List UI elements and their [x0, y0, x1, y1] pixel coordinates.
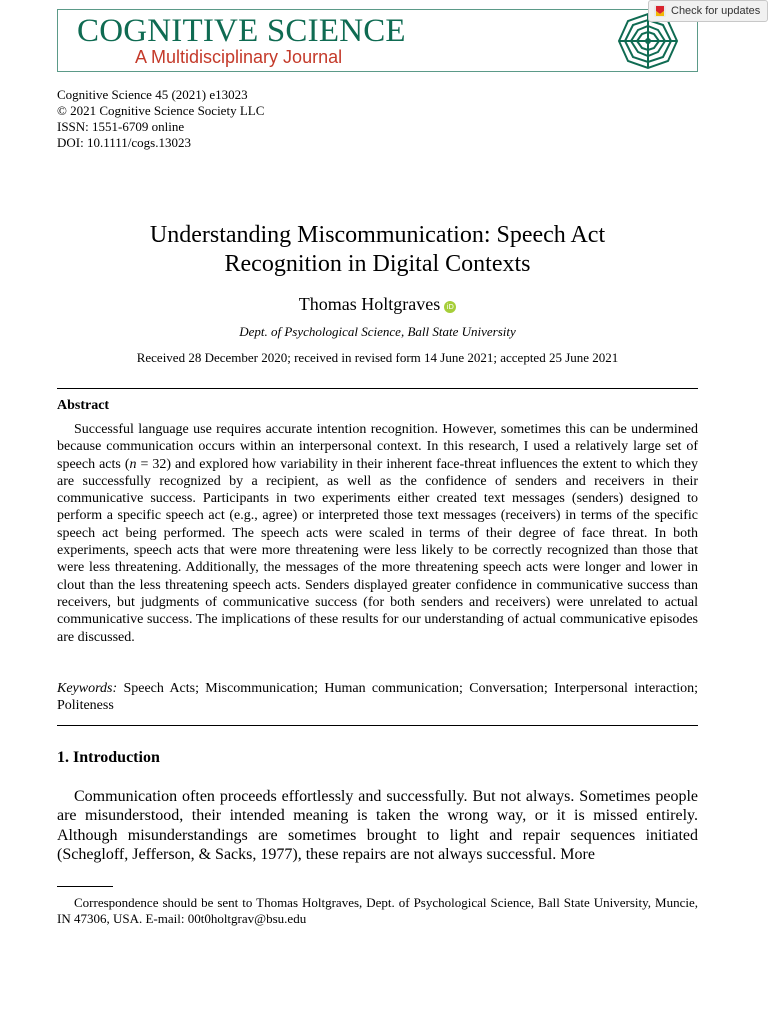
- check-for-updates-button[interactable]: [648, 0, 768, 22]
- intro-paragraph: Communication often proceeds effortlessly and successfully. But not always. Sometimes people are misunderstood, their intended meaning is taken the wrong way, or it is missed entirely. Although misunderstandings are sometimes brought to light and repair sequences initiated (Schegloff, Jefferson, & Sacks, 1977), these repairs are not always successful. More: [57, 788, 698, 863]
- issn: ISSN: 1551-6709 online: [57, 119, 185, 134]
- affiliation: Dept. of Psychological Science, Ball State University: [239, 324, 516, 339]
- check-for-updates-label: Check for updates: [671, 5, 761, 17]
- abstract-heading: Abstract: [57, 398, 110, 413]
- orcid-icon[interactable]: iD: [444, 301, 456, 313]
- journal-name: COGNITIVE SCIENCE: [77, 13, 406, 49]
- abstract-text-part-1: Successful language use requires accurate intention recognition. However, sometimes this can be undermined because communication occurs within an interpersonal context. In this research, I used a relatively large set of speech acts (: [57, 422, 698, 472]
- keywords-list: Speech Acts; Miscommunication; Human communication; Conversation; Interpersonal interaction; Politeness: [57, 681, 698, 714]
- title-line-1: Understanding Miscommunication: Speech Act: [149, 222, 606, 248]
- publication-meta: [57, 87, 264, 151]
- copyright: © 2021 Cognitive Science Society LLC: [57, 103, 265, 118]
- author-name[interactable]: Thomas Holtgraves: [298, 294, 441, 314]
- footnote-rule: [57, 886, 113, 887]
- divider-top: [57, 388, 698, 389]
- article-dates: Received 28 December 2020; received in revised form 14 June 2021; accepted 25 June 2021: [136, 350, 619, 365]
- keywords: [57, 680, 698, 715]
- title-line-2: Recognition in Digital Contexts: [224, 251, 531, 277]
- doi[interactable]: DOI: 10.1111/cogs.13023: [57, 135, 191, 150]
- abstract-n-symbol: n: [129, 456, 137, 472]
- author-line: [57, 294, 698, 315]
- journal-banner: [57, 9, 698, 72]
- section-heading: 1. Introduction: [57, 749, 160, 766]
- journal-subtitle: A Multidisciplinary Journal: [135, 47, 343, 67]
- abstract-text-part-2: = 32) and explored how variability in their inherent face-threat influences the extent to which they are successfully recognized by a recipient, as well as the confidence of senders and receivers in their communicative success. Participants in two experiments either created text messages (senders) designed to perform a specific speech act (e.g., agree) or interpreted those text messages (receivers) in terms of the specific speech act being performed. The speech acts were scaled in terms of their degree of face threat. In both experiments, speech acts that were more threatening were less likely to be correctly recognized than those that were less threatening. Additionally, the messages of the more threatening speech acts were longer and lower in clout than the less threatening speech acts. Senders displayed greater confidence in communicative success than receivers, but judgments of communicative success (for both senders and receivers) were unrelated to actual communicative success. The implications of these results for our understanding of actual communicative episodes are discussed.: [57, 456, 698, 645]
- article-title: [57, 221, 698, 279]
- correspondence-footnote: Correspondence should be sent to Thomas Holtgraves, Dept. of Psychological Science, Ball State University, Muncie, IN 47306, USA. E-mail: 00t0holtgrav@bsu.edu: [57, 895, 698, 927]
- divider-bottom: [57, 725, 698, 726]
- keywords-label: Keywords:: [57, 681, 118, 696]
- citation: Cognitive Science 45 (2021) e13023: [57, 87, 248, 102]
- abstract-body: [57, 421, 698, 646]
- crossmark-icon: [654, 5, 666, 17]
